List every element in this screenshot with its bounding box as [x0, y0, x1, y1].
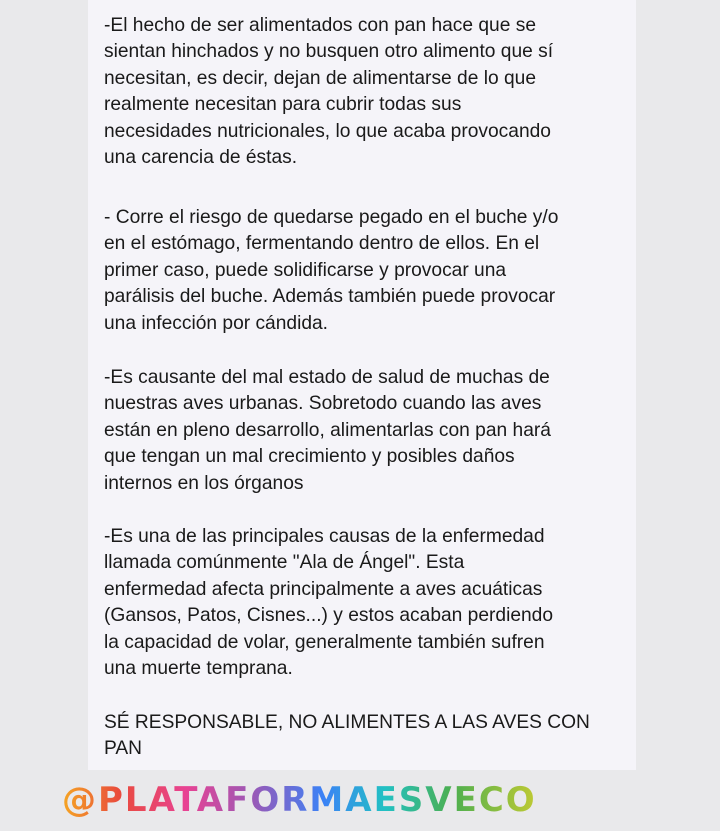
mention-handle[interactable]: @PLATAFORMAESVECO	[62, 780, 537, 820]
paragraph-bloating: -El hecho de ser alimentados con pan hace que se sientan hinchados y no busquen otro alimento que sí necesitan, es decir, dejan de alimentarse de lo que realmente necesitan para cubrir todas sus necesidades nutricionales, lo que acaba provocando una carencia de éstas.	[104, 15, 554, 169]
paragraph-urban-birds: -Es causante del mal estado de salud de muchas de nuestras aves urbanas. Sobretodo cuando las aves están en pleno desarrollo, alimentarlas con pan hará que tengan un mal crecimiento y posibles daños internos en los órganos	[104, 367, 551, 494]
call-to-action: SÉ RESPONSABLE, NO ALIMENTES A LAS AVES CON PAN	[104, 712, 590, 760]
paragraph-angel-wing: -Es una de las principales causas de la enfermedad llamada comúnmente "Ala de Ángel". Esta enfermedad afecta principalmente a aves acuáticas (Gansos, Patos, Cisnes...) y estos acaban perdiendo la capacidad de volar, generalmente también sufren una muerte temprana.	[104, 526, 554, 680]
paragraph-crop-risk: - Corre el riesgo de quedarse pegado en el buche y/o en el estómago, fermentando dentro de ellos. En el primer caso, puede solidificarse y provocar una parálisis del buche. Además también puede provocar una infección por cándida.	[104, 207, 559, 334]
